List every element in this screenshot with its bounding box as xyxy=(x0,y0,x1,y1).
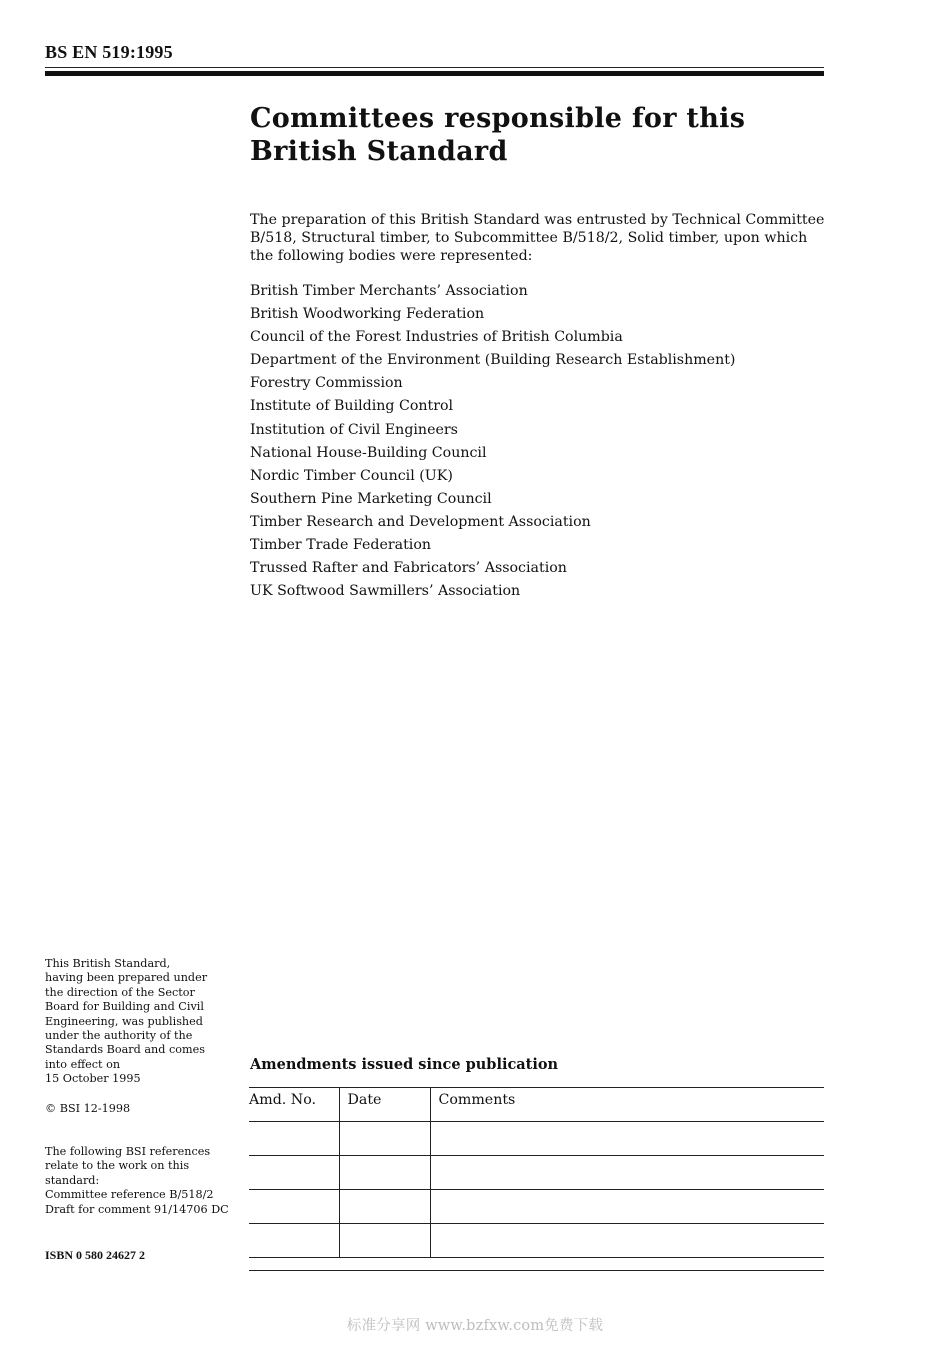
comments-cell xyxy=(430,1156,824,1190)
body-item: UK Softwood Sawmillers’ Association xyxy=(250,583,521,600)
column-header-comments: Comments xyxy=(430,1088,824,1122)
intro-paragraph: The preparation of this British Standard was entrusted by Technical Committee B/518, Structural timber, to Subcommittee B/518/2, Solid timber, upon which the following bodies were represented: xyxy=(250,212,825,264)
body-item: Forestry Commission xyxy=(250,375,403,392)
amd-no-cell xyxy=(249,1224,339,1258)
publication-note-line: Board for Building and Civil xyxy=(45,1000,204,1014)
document-code: BS EN 519:1995 xyxy=(45,42,173,62)
footer-rule xyxy=(249,1270,824,1271)
body-item: Timber Research and Development Association xyxy=(250,513,591,530)
bsi-references-line: Draft for comment 91/14706 DC xyxy=(45,1202,229,1216)
header-rule-thick xyxy=(45,71,824,76)
page-title xyxy=(250,102,810,168)
body-item: Southern Pine Marketing Council xyxy=(250,490,492,507)
body-item: Timber Trade Federation xyxy=(250,537,432,554)
date-cell xyxy=(339,1190,430,1224)
copyright-note: © BSI 12-1998 xyxy=(45,1102,131,1115)
bsi-references-line: relate to the work on this xyxy=(45,1159,190,1173)
publication-note-line: under the authority of the xyxy=(45,1029,193,1043)
amd-no-cell xyxy=(249,1190,339,1224)
represented-bodies-list xyxy=(250,281,735,604)
bsi-references-line: The following BSI references xyxy=(45,1145,211,1158)
body-item: Trussed Rafter and Fabricators’ Association xyxy=(250,560,567,577)
page-title-line-2: British Standard xyxy=(250,136,508,167)
bsi-references-line: Committee reference B/518/2 xyxy=(45,1188,214,1202)
isbn: ISBN 0 580 24627 2 xyxy=(45,1248,146,1262)
publication-note-line: into effect on xyxy=(45,1057,121,1071)
watermark: 标准分享网 www.bzfxw.com免费下载 xyxy=(346,1318,604,1334)
header-rule-thin xyxy=(45,67,824,68)
column-header-amd-no: Amd. No. xyxy=(249,1088,339,1122)
bsi-references-line: standard: xyxy=(45,1173,100,1187)
publication-note-line: having been prepared under xyxy=(45,971,208,985)
table-row xyxy=(249,1224,824,1258)
date-cell xyxy=(339,1156,430,1190)
body-item: Department of the Environment (Building Research Establishment) xyxy=(250,352,736,369)
publication-note xyxy=(45,957,220,1087)
table-row xyxy=(249,1122,824,1156)
body-item: Institution of Civil Engineers xyxy=(250,421,458,438)
table-row xyxy=(249,1156,824,1190)
amendments-header-row xyxy=(249,1088,824,1122)
date-cell xyxy=(339,1224,430,1258)
body-item: Nordic Timber Council (UK) xyxy=(250,467,453,484)
publication-note-line: the direction of the Sector xyxy=(45,985,195,999)
comments-cell xyxy=(430,1122,824,1156)
amendments-table xyxy=(249,1087,824,1258)
date-cell xyxy=(339,1122,430,1156)
page-title-line-1: Committees responsible for this xyxy=(250,103,746,134)
publication-note-line: This British Standard, xyxy=(45,957,171,970)
amendments-heading: Amendments issued since publication xyxy=(250,1056,559,1073)
amd-no-cell xyxy=(249,1122,339,1156)
column-header-date: Date xyxy=(339,1088,430,1122)
body-item: Council of the Forest Industries of British Columbia xyxy=(250,329,623,346)
table-row xyxy=(249,1190,824,1224)
bsi-references xyxy=(45,1145,245,1217)
body-item: British Timber Merchants’ Association xyxy=(250,283,528,299)
body-item: Institute of Building Control xyxy=(250,398,454,415)
publication-note-line: 15 October 1995 xyxy=(45,1072,141,1086)
comments-cell xyxy=(430,1224,824,1258)
publication-note-line: Standards Board and comes xyxy=(45,1043,205,1057)
body-item: British Woodworking Federation xyxy=(250,306,485,323)
comments-cell xyxy=(430,1190,824,1224)
amd-no-cell xyxy=(249,1156,339,1190)
body-item: National House-Building Council xyxy=(250,444,487,461)
publication-note-line: Engineering, was published xyxy=(45,1014,203,1028)
